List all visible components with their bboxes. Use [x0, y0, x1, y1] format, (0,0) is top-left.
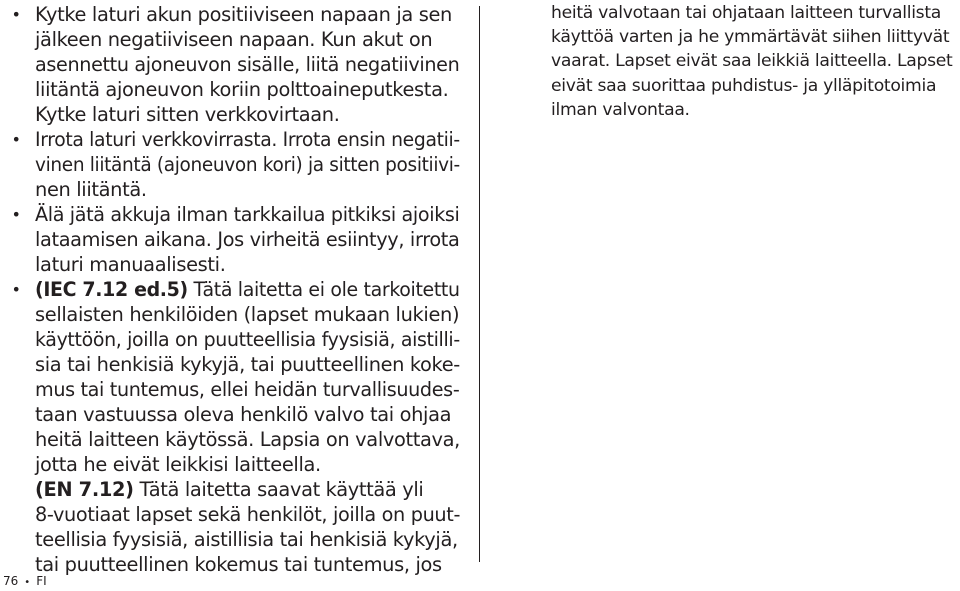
text-line: heitä laitteen käytössä. Lapsia on valvottava,: [35, 428, 460, 451]
text-line: Kytke laturi akun positiiviseen napaan ja sen: [35, 3, 452, 26]
text-line: Irrota laturi verkkovirrasta. Irrota ensin negatii-: [35, 128, 460, 151]
standard-reference-iec: (IEC 7.12 ed.5): [35, 278, 188, 301]
text-line: eivät saa suorittaa puhdistus- ja ylläpitotoimia: [551, 75, 937, 96]
text-line: tai puutteellinen kokemus tai tuntemus, jos: [35, 553, 442, 576]
text-line: teellisia fyysisiä, aistillisia tai henkisiä kykyjä,: [35, 528, 458, 551]
text-line: käyttöä varten ja he ymmärtävät siihen liittyvät: [551, 27, 950, 48]
page-footer: [3, 573, 47, 591]
text-line: mus tai tuntemus, ellei heidän turvallisuudes-: [35, 378, 460, 401]
text-fragment: Tätä laitetta ei ole tarkoitettu: [187, 278, 460, 301]
text-line: asennettu ajoneuvon sisälle, liitä negatiivinen: [35, 53, 460, 76]
text-line: taan vastuussa oleva henkilö valvo tai ohjaa: [35, 403, 452, 426]
standard-reference-en: (EN 7.12): [35, 478, 134, 501]
text-line: käyttöön, joilla on puutteellisia fyysisiä, aistilli-: [35, 328, 460, 351]
bullet-item-connect: [10, 2, 460, 127]
text-line: [35, 477, 460, 502]
bullet-item-supervision: [10, 202, 460, 277]
text-line: liitäntä ajoneuvon koriin polttoaineputkesta.: [35, 78, 449, 101]
text-fragment: Tätä laitetta saavat käyttää yli: [133, 478, 424, 501]
text-line: Älä jätä akkuja ilman tarkkailua pitkiksi ajoiksi: [35, 203, 460, 226]
text-line: jälkeen negatiiviseen napaan. Kun akut on: [35, 28, 433, 51]
bullet-icon: •: [11, 280, 21, 299]
text-line: vinen liitäntä (ajoneuvon kori) ja sitten positiivi-: [35, 153, 460, 176]
page-number: 76: [3, 574, 19, 588]
text-line: [35, 277, 460, 302]
text-line: heitä valvotaan tai ohjataan laitteen turvallista: [551, 3, 942, 23]
bullet-item-safety-standards: [10, 277, 460, 577]
text-line: nen liitäntä.: [35, 178, 147, 201]
text-line: jotta he eivät leikkisi laitteella.: [35, 453, 321, 476]
text-line: 8-vuotiaat lapset sekä henkilöt, joilla on puut-: [35, 503, 461, 526]
text-line: vaarat. Lapset eivät saa leikkiä laitteella. Lapset: [551, 51, 953, 72]
bullet-icon: •: [11, 5, 21, 24]
text-line: laturi manuaalisesti.: [35, 253, 226, 276]
text-line: Kytke laturi sitten verkkovirtaan.: [35, 103, 340, 126]
text-line: ilman valvontaa.: [551, 99, 690, 120]
bullet-icon: •: [11, 130, 21, 149]
right-column: [551, 1, 960, 122]
left-column: [10, 2, 460, 577]
column-divider: [479, 6, 480, 562]
text-line: lataamisen aikana. Jos virheitä esiintyy, irrota: [35, 228, 460, 251]
text-line: sia tai henkisiä kykyjä, tai puutteellinen koke-: [35, 353, 460, 376]
footer-separator: •: [24, 577, 31, 588]
language-code: FI: [36, 574, 47, 588]
bullet-item-disconnect: [10, 127, 460, 202]
text-line: sellaisten henkilöiden (lapset mukaan lukien): [35, 303, 460, 326]
bullet-icon: •: [11, 205, 21, 224]
